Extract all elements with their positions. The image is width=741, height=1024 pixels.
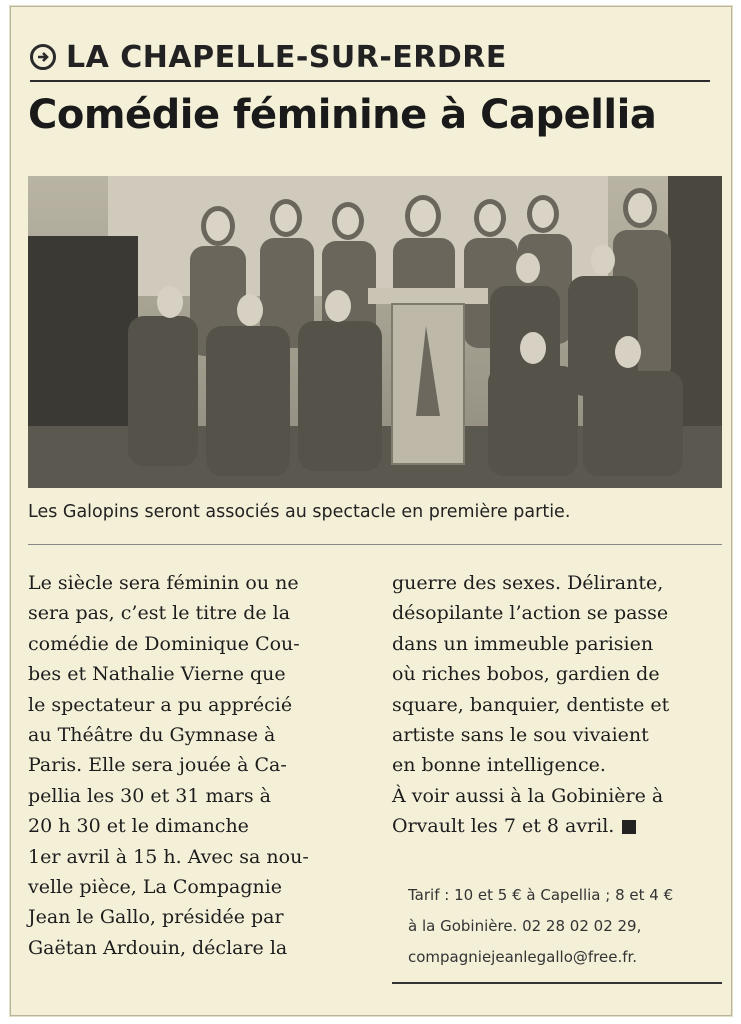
body-line: comédie de Dominique Cou- <box>28 632 300 655</box>
article-headline: Comédie féminine à Capellia <box>28 92 657 138</box>
end-of-article-square-icon <box>622 820 636 834</box>
info-divider <box>392 982 722 984</box>
info-line-email: compagniejeanlegallo@free.fr. <box>408 948 638 966</box>
body-line-final <box>392 811 726 841</box>
body-line: Paris. Elle sera jouée à Ca- <box>28 754 287 777</box>
info-line: à la Gobinière. 02 28 02 02 29, <box>408 917 642 935</box>
body-line: sera pas, c’est le titre de la <box>28 602 291 625</box>
info-line: Tarif : 10 et 5 € à Capellia ; 8 et 4 € <box>408 886 674 904</box>
photo-caption: Les Galopins seront associés au spectacle en première partie. <box>28 502 571 522</box>
body-line: pellia les 30 et 31 mars à <box>28 784 272 807</box>
body-line: Jean le Gallo, présidée par <box>28 906 284 929</box>
section-header <box>30 34 710 82</box>
body-line: le spectateur a pu apprécié <box>28 693 293 716</box>
body-line: Gaëtan Ardouin, déclare la <box>28 936 288 959</box>
body-line: en bonne intelligence. <box>392 754 606 777</box>
body-line: dans un immeuble parisien <box>392 632 654 655</box>
section-label: LA CHAPELLE-SUR-ERDRE <box>66 39 507 75</box>
article-column-left <box>28 568 370 963</box>
body-line: velle pièce, La Compagnie <box>28 876 283 899</box>
ticket-info <box>408 880 718 973</box>
body-line: guerre des sexes. Délirante, <box>392 572 664 594</box>
body-line: où riches bobos, gardien de <box>392 663 660 686</box>
body-line: bes et Nathalie Vierne que <box>28 663 286 686</box>
body-line-text: Orvault les 7 et 8 avril. <box>392 815 615 838</box>
group-photo <box>28 176 722 488</box>
body-line: artiste sans le sou vivaient <box>392 724 649 747</box>
article-column-right <box>392 568 726 842</box>
body-line: Le siècle sera féminin ou ne <box>28 572 299 594</box>
body-line: À voir aussi à la Gobinière à <box>392 784 664 807</box>
body-line: 20 h 30 et le dimanche <box>28 815 249 838</box>
body-line: square, banquier, dentiste et <box>392 693 670 716</box>
body-line: au Théâtre du Gymnase à <box>28 724 276 747</box>
body-line: 1er avril à 15 h. Avec sa nou- <box>28 845 309 868</box>
caption-divider <box>28 544 722 545</box>
arrow-right-circle-icon <box>30 44 56 70</box>
body-line: désopilante l’action se passe <box>392 602 669 625</box>
